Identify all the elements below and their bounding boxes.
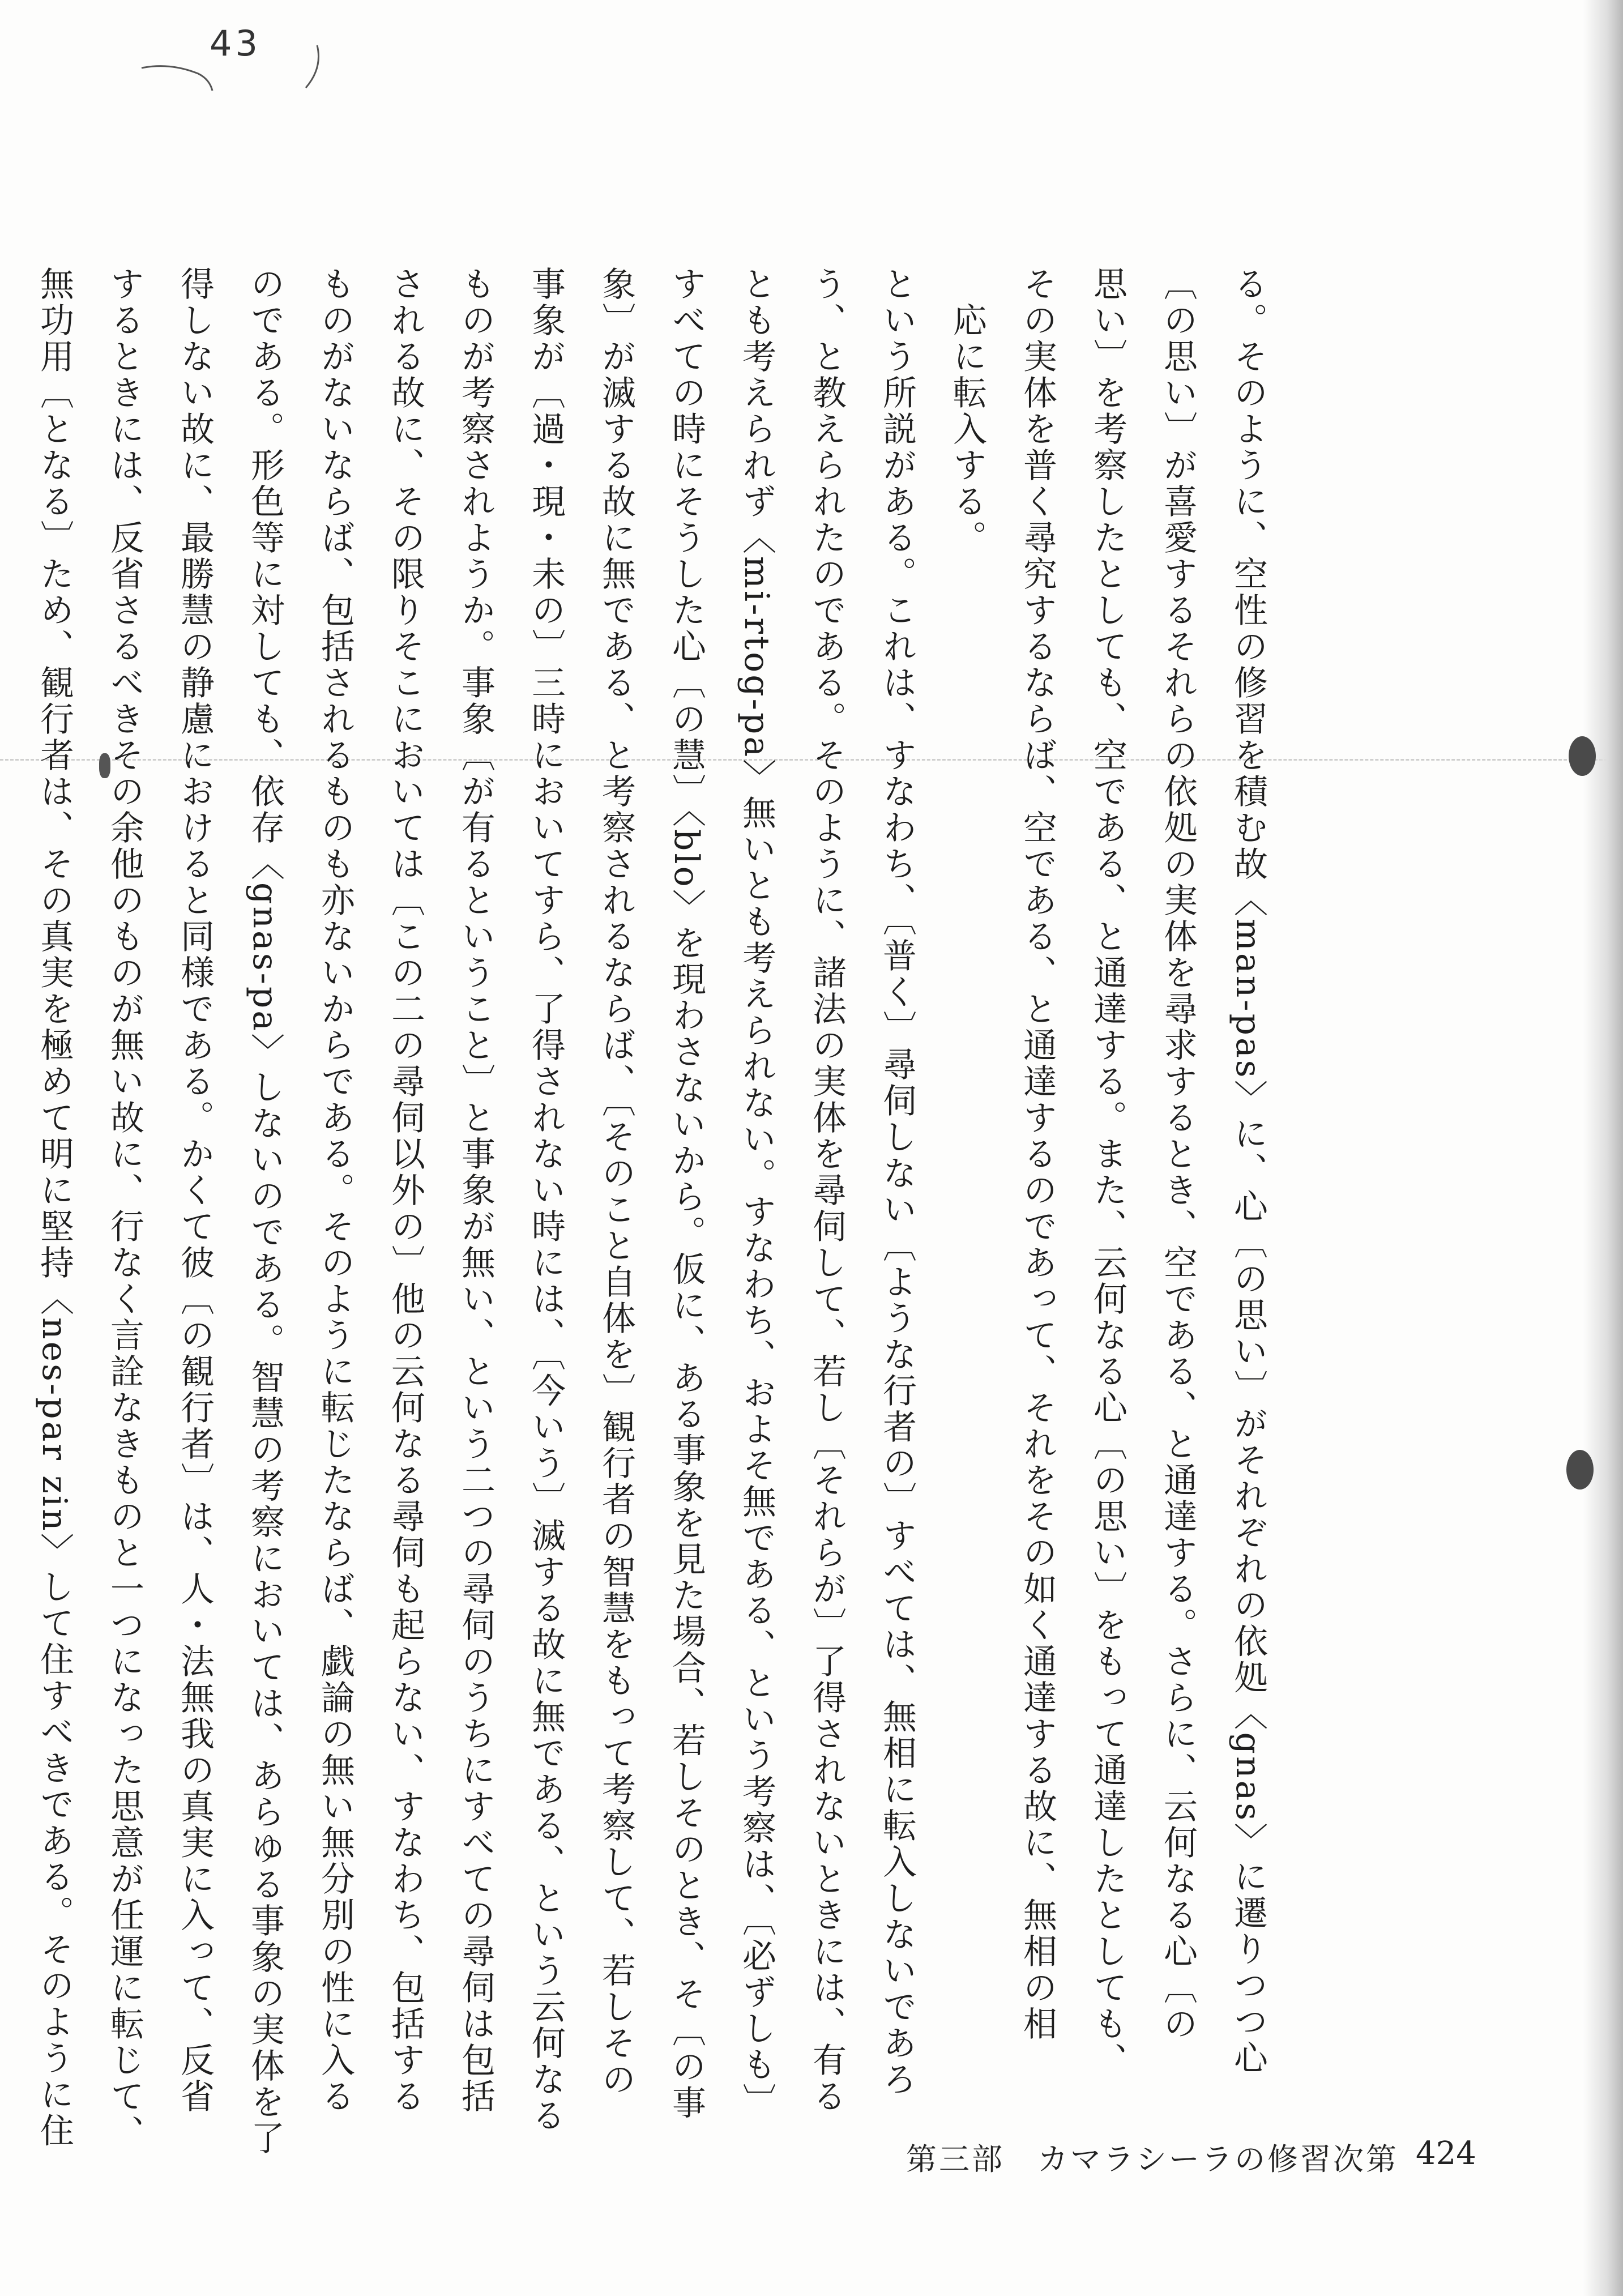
text-line: 応に転入する。 bbox=[947, 302, 987, 556]
text-line: 象〕が滅する故に無である、と考察されるならば、〔そのこと自体を〕観行者の智慧をもって考察して、若しその bbox=[596, 266, 636, 2098]
body-text bbox=[19, 266, 1283, 2192]
text-line: のである。形色等に対しても、依存〈gnas-pa〉しないのである。智慧の考察においては、あらゆる事象の実体を了 bbox=[245, 266, 285, 2157]
punch-hole bbox=[1569, 736, 1596, 776]
text-line: するときには、反省さるべきその余他のものが無い故に、行なく言詮なきものと一つになった思意が任運に転じて、 bbox=[105, 266, 144, 2151]
text-line: すべての時にそうした心〔の慧〕〈blo〉を現わさないから。仮に、ある事象を見た場合、若しそのとき、そ〔の事 bbox=[667, 266, 706, 2122]
text-line: とも考えられず〈mi-rtog-pa〉無いとも考えられない。すなわち、およそ無である、という考察は、〔必ずしも〕 bbox=[737, 266, 776, 2120]
text-line: 事象が〔過・現・未の〕三時においてすら、了得されない時には、〔今いう〕滅する故に無である、という云何なる bbox=[526, 266, 566, 2134]
text-line: その実体を普く尋究するならば、空である、と通達するのであって、それをその如く通達する故に、無相の相 bbox=[1018, 266, 1057, 2042]
text-line: る。そのように、空性の修習を積む故〈man-pas〉に、心〔の思い〕がそれぞれの依処〈gnas〉に遷りつつ心 bbox=[1228, 266, 1268, 2077]
text-line: う、と教えられたのである。そのように、諸法の実体を尋伺して、若し〔それらが〕了得されないときには、有る bbox=[807, 266, 847, 2115]
handwritten-page-mark: 43 bbox=[210, 23, 261, 64]
text-line: 〔の思い〕が喜愛するそれらの依処の実体を尋求するとき、空である、と通達する。さらに、云何なる心〔の bbox=[1158, 266, 1198, 2042]
text-line: 思い〕を考察したとしても、空である、と通達する。また、云何なる心〔の思い〕をもって通達したとしても、 bbox=[1088, 266, 1127, 2079]
text-line: 無功用〔となる〕ため、観行者は、その真実を極めて明に堅持〈nes-par zin〉して住すべきである。そのように住 bbox=[35, 266, 74, 2149]
page-number: 424 bbox=[1416, 2135, 1476, 2172]
running-head: 第三部 カマラシーラの修習次第 bbox=[906, 2141, 1399, 2177]
text-line: される故に、その限りそこにおいては〔この二の尋伺以外の〕他の云何なる尋伺も起らない、すなわち、包括する bbox=[386, 266, 425, 2115]
text-line: 得しない故に、最勝慧の静慮におけると同様である。かくて彼〔の観行者〕は、人・法無我の真実に入って、反省 bbox=[175, 266, 215, 2115]
text-line: ものが考察されようか。事象〔が有るということ〕と事象が無い、という二つの尋伺のうちにすべての尋伺は包括 bbox=[456, 266, 496, 2115]
binding-edge-shadow bbox=[1583, 0, 1623, 2296]
text-line: ものがないならば、包括されるものも亦ないからである。そのように転じたならば、戯論の無い無分別の性に入る bbox=[315, 266, 355, 2115]
punch-hole bbox=[1566, 1450, 1594, 1490]
text-line: という所説がある。これは、すなわち、〔普く〕尋伺しない〔ような行者の〕すべては、無相に転入しないであろ bbox=[877, 266, 917, 2098]
